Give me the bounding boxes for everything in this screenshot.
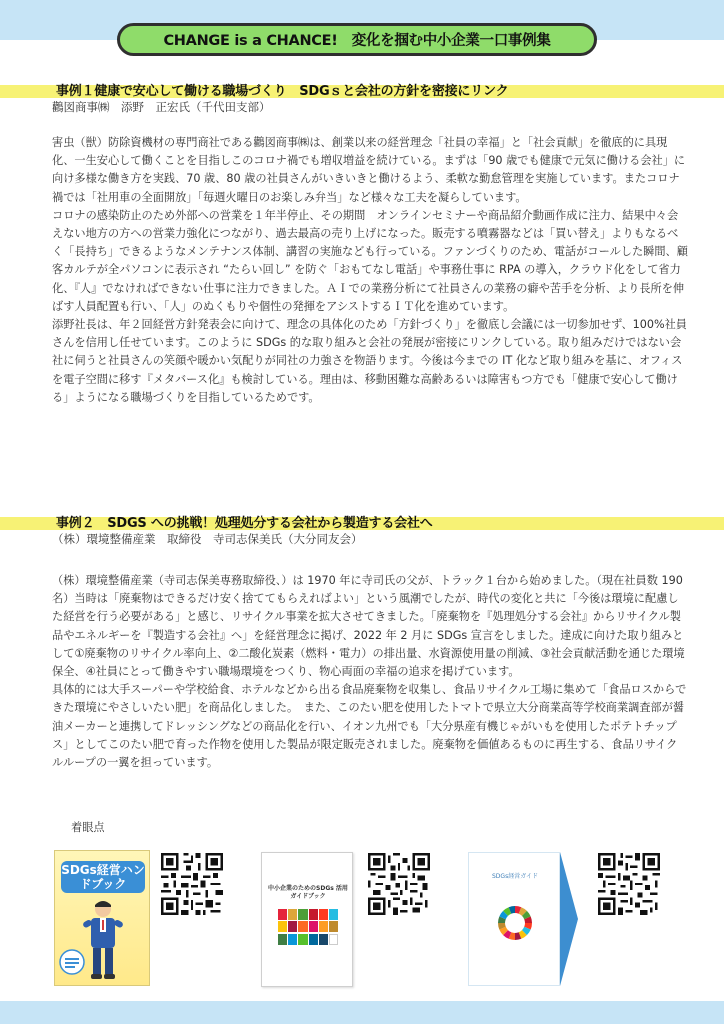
case1-paragraph: コロナの感染防止のため外部への営業を１年半停止、その期間 オンラインセミナーや商品紹介動画作成に注力、結果中々会えない地方の方への営業力強化につながり、過去最高の売り上げになった。販売する噴霧器などは「買い替え」よりもなるべく「長持ち」できるようなメンテナンス体制、講習の実施なども行っている。ファンづくりのため、電話がコールした瞬間、顧客カルテが全パソコンに表示され “たらい回し” を防ぐ「おもてなし電話」や事務仕事に RPA の導入，クラウド化をして省力化、『人』でなければできない仕事に注力できました。ＡＩでの業務分析にて社員さんの業務の癖や苦手を分析、より長所を伸ばす人員配置も行い、「人」のぬくもりや個性の発揮をアシストするＩＴ化を進めています。 <box>52 208 688 313</box>
qr-code-2[interactable] <box>368 853 430 915</box>
booklet-title: SDGs経営ハンドブック <box>61 863 145 891</box>
qr-code-1[interactable] <box>161 853 223 915</box>
case2-body <box>52 572 688 772</box>
case1-body <box>52 134 688 407</box>
page-title: CHANGE is a CHANCE! 変化を掴む中小企業一口事例集 <box>163 33 551 49</box>
booklet-title: SDGs経営ガイド <box>491 873 539 880</box>
bottom-band <box>0 1001 724 1024</box>
case2-paragraph: （株）環境整備産業（寺司志保美専務取締役、）は 1970 年に寺司氏の父が、トラック１台から始めました。（現在社員数 190 名）当時は「廃棄物はできるだけ安く捨ててもらえればよい」という風潮でしたが、時代の変化と共に「今後は環境に配慮した経営を行う必要がある」と感じ、リサイクル事業を拡大させてきました。「廃棄物を『処理処分する会社』からリサイクル製品やエネルギーを『製造する会社』へ」を経営理念に掲げ、2022 年 2 月に SDGs 宣言をしました。達成に向けた取り組みとして①廃棄物のリサイクル率向上、②二酸化炭素（燃料・電力）の排出量、水資源使用量の削減、③社会貢献活動を通じた環境保全、④社員にとって働きやすい職場環境をつくり、物心両面の幸福の追求を掲げています。 <box>52 574 685 679</box>
case2-heading: 事例２ SDGS への挑戦！処理処分する会社から製造する会社へ <box>56 516 433 531</box>
sdgs-wheel-icon <box>497 905 533 941</box>
case1-paragraph: 添野社長は、年２回経営方針発表会に向けて、理念の具体化のため「方針づくり」を徹底し会議には一切参加せず、100%社員さんを信用し任せています。このように SDGs 的な取り組みと会社の発展が密接にリンクしている。取り組みだけではない会社に伺うと社員さんの笑顔や暖かい気配りが同社の力強さを物語ります。今後は今までの IT 化など取り組みを基に、オフィスを電子空間に移す『メタバース化』も検討している。理由は、移動困難な高齢あるいは障害もつ方でも「健康で安心して働ける」ようになる職場づくりを目指しているためです。 <box>52 318 687 404</box>
arrow-right-icon <box>560 852 578 986</box>
page-title-banner <box>117 23 597 56</box>
qr-code-3[interactable] <box>598 853 660 915</box>
badge-icon <box>59 947 85 977</box>
case1-paragraph: 害虫（獣）防除資機材の専門商社である鸛図商事㈱は、創業以来の経営理念「社員の幸福」と「社会貢献」を徹底的に具現化、一生安心して働くことを目指しこのコロナ禍でも増収増益を続けている。まずは「90 歳でも健康で元気に働ける会社」に向け多様な働き方を実践、70 歳、80 歳の社員さんがいきいきと働けるよう、柔軟な勤怠管理を実施しています。またコロナ禍では「社用車の全面開放」「毎週火曜日のお楽しみ弁当」など様々な工夫を凝らしています。 <box>52 136 686 204</box>
case2-paragraph: 具体的には大手スーパーや学校給食、ホテルなどから出る食品廃棄物を収集し、食品リサイクル工場に集めて「食品ロスからできた環境にやさしいたい肥」を商品化しました。 また、このたい肥を使用したトマトで県立大分商業高等学校商業調査部が醤油メーカーと連携してドレッシングなどの商品化を行い、イオン九州でも「大分県産有機じゃがいもを使用したポテトチップス」としてこのたい肥で育った作物を使用した製品が限定販売されました。廃棄物を価値あるものに再生する、食品リサイクルループの一翼を担っています。 <box>52 683 687 770</box>
sdgs-management-guide-cover[interactable] <box>468 852 578 986</box>
sdgs-goals-grid <box>278 909 338 945</box>
sdgs-guidebook-cover[interactable] <box>261 852 353 987</box>
businessman-figure-image <box>81 899 125 981</box>
booklet-page <box>468 852 560 986</box>
case2-subheading: （株）環境整備産業 取締役 寺司志保美氏（大分同友会） <box>52 532 363 546</box>
sdgs-handbook-cover[interactable] <box>54 850 150 986</box>
caption-label: 着眼点 <box>71 821 105 834</box>
case1-subheading: 鸛図商事㈱ 添野 正宏氏（千代田支部） <box>52 100 271 114</box>
booklet-title: 中小企業のためのSDGs 活用ガイドブック <box>268 885 348 900</box>
case1-heading: 事例１健康で安心して働ける職場づくり SDGｓと会社の方針を密接にリンク <box>56 84 509 99</box>
